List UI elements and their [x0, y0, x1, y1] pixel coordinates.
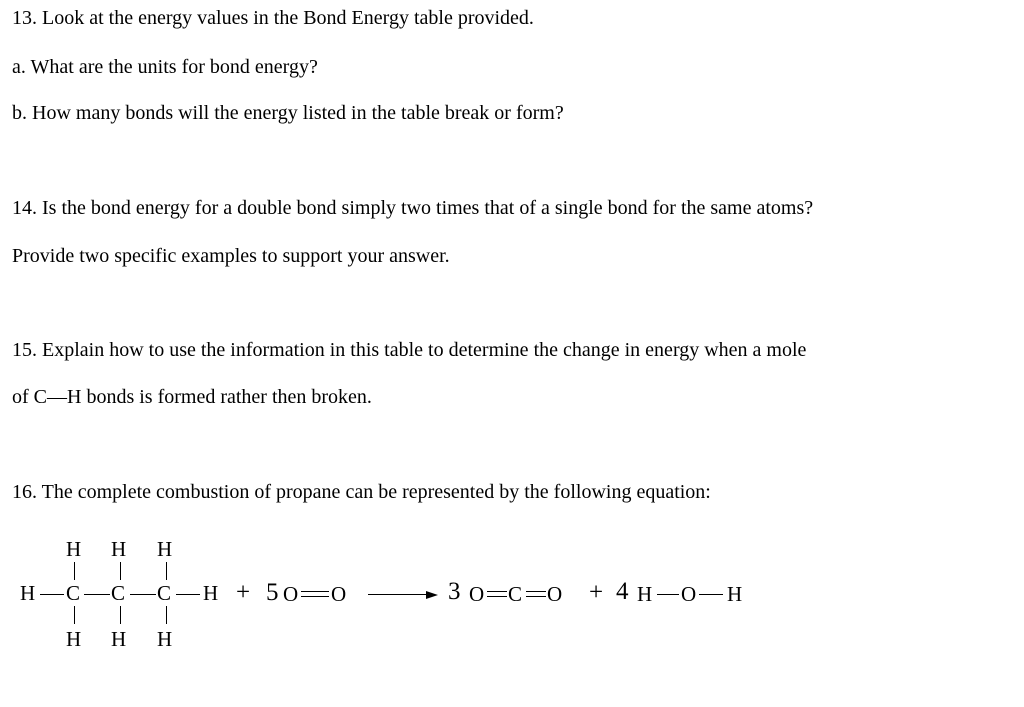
question-14: 14. Is the bond energy for a double bond simply two times that of a single bond for the same atoms? — [12, 197, 814, 219]
question-16: 16. The complete combustion of propane can be represented by the following equation: — [12, 481, 711, 503]
propane-combustion-equation — [0, 530, 1024, 660]
atom-o: O — [283, 582, 299, 606]
atom-h: H — [66, 627, 82, 651]
atom-o: O — [331, 582, 347, 606]
single-bond — [40, 594, 64, 595]
single-bond — [166, 562, 167, 580]
plus-sign: + — [236, 579, 251, 606]
single-bond — [120, 606, 121, 624]
atom-o: O — [547, 582, 563, 606]
atom-h: H — [157, 627, 173, 651]
question-15: 15. Explain how to use the information in this table to determine the change in energy when a mole — [12, 339, 807, 361]
coefficient-co2: 3 — [448, 578, 461, 605]
reaction-arrow — [368, 594, 428, 595]
question-15-continued: of C—H bonds is formed rather then broken. — [12, 386, 372, 408]
atom-h: H — [111, 537, 127, 561]
atom-c: C — [66, 581, 81, 605]
coefficient-h2o: 4 — [616, 578, 629, 605]
single-bond — [166, 606, 167, 624]
single-bond — [657, 594, 679, 595]
question-13: 13. Look at the energy values in the Bond Energy table provided. — [12, 7, 534, 29]
double-bond — [487, 591, 507, 597]
atom-o: O — [681, 582, 697, 606]
plus-sign: + — [589, 579, 604, 606]
question-13a: a. What are the units for bond energy? — [12, 56, 318, 78]
single-bond — [74, 606, 75, 624]
question-14-continued: Provide two specific examples to support your answer. — [12, 245, 450, 267]
atom-c: C — [111, 581, 126, 605]
single-bond — [120, 562, 121, 580]
atom-h: H — [111, 627, 127, 651]
atom-c: C — [508, 582, 523, 606]
single-bond — [74, 562, 75, 580]
double-bond — [301, 591, 329, 597]
atom-h: H — [727, 582, 743, 606]
atom-c: C — [157, 581, 172, 605]
atom-h: H — [203, 581, 219, 605]
atom-h: H — [157, 537, 173, 561]
single-bond — [176, 594, 200, 595]
single-bond — [699, 594, 723, 595]
question-13b: b. How many bonds will the energy listed in the table break or form? — [12, 102, 564, 124]
single-bond — [130, 594, 156, 595]
double-bond — [526, 591, 546, 597]
single-bond — [84, 594, 110, 595]
atom-h: H — [20, 581, 36, 605]
coefficient-o2: 5 — [266, 579, 279, 606]
atom-h: H — [66, 537, 82, 561]
atom-h: H — [637, 582, 653, 606]
arrow-head-icon — [426, 591, 438, 599]
atom-o: O — [469, 582, 485, 606]
